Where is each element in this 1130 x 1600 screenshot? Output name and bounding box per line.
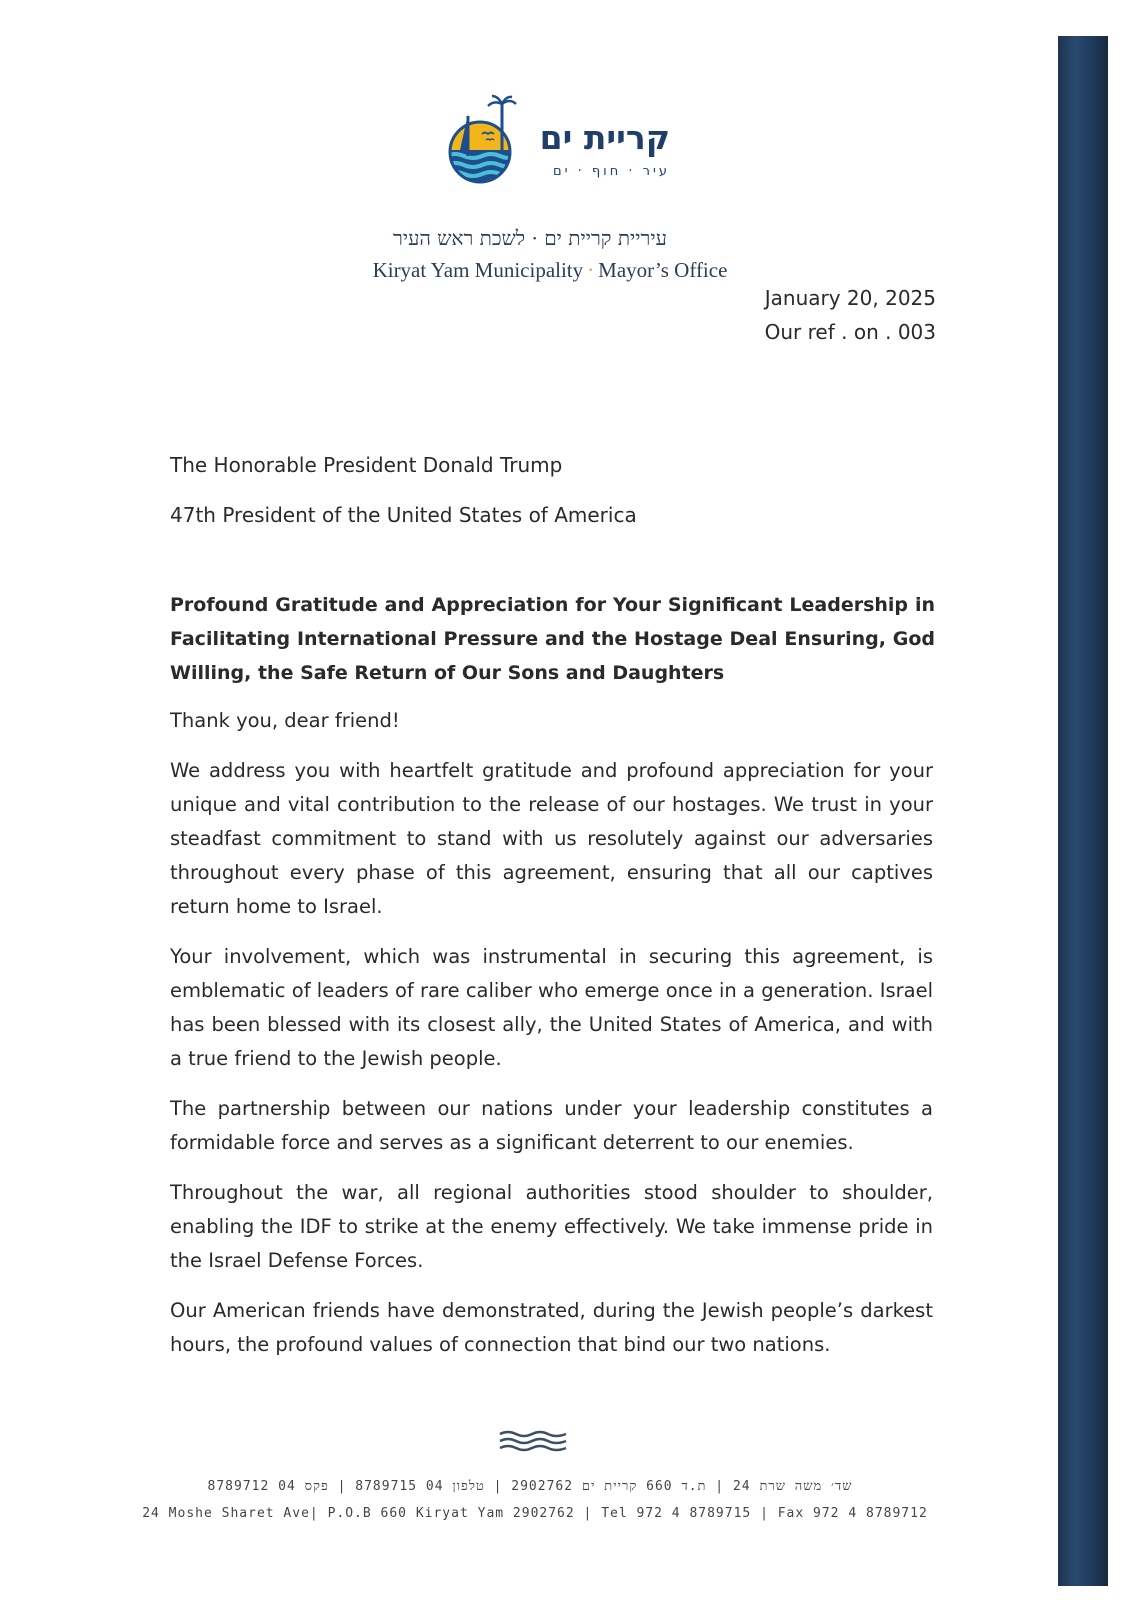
logo-emblem-icon [446,94,518,194]
body-paragraph: Throughout the war, all regional authorities stood shoulder to shoulder, enabling the IDF to strike at the enemy effectively. We take immense pride in the Israel Defense Forces. [170,1181,933,1272]
recipient-name: The Honorable President Donald Trump [170,453,563,477]
logo-name-hebrew: קריית ים [539,118,670,157]
office-title-english [300,258,800,283]
recipient-block [170,440,930,540]
footer-address-hebrew: שד׳ משה שרת 24 | ת.ד 660 קריית ים 2902762 | טלפון 04 8789715 | פקס 04 8789712 [207,1479,853,1494]
body-paragraph: Your involvement, which was instrumental in securing this agreement, is emblematic of leaders of rare caliber who emerge once in a generation. Israel has been blessed with its closest ally, the United States of America, and with a true friend to the Jewish people. [170,945,933,1070]
subject-line: Profound Gratitude and Appreciation for Your Significant Leadership in Facilitating International Pressure and the Hostage Deal Ensuring, God Willing, the Safe Return of Our Sons and Daughters [170,594,935,684]
date-reference-block [765,281,936,349]
logo-tagline-hebrew: עיר · חוף · ים [552,164,670,179]
body-paragraph: Our American friends have demonstrated, during the Jewish people’s darkest hours, the profound values of connection that bind our two nations. [170,1299,933,1356]
letter-date: January 20, 2025 [764,286,936,310]
letter-body [170,704,933,1378]
office-title-hebrew: עיריית קריית ים · לשכת ראש העיר [393,226,667,250]
municipality-name: Kiryat Yam Municipality [372,258,584,282]
body-paragraph: The partnership between our nations under your leadership constitutes a formidable force and serves as a significant deterrent to our enemies. [170,1097,933,1154]
recipient-title: 47th President of the United States of America [170,503,637,527]
greeting: Thank you, dear friend! [170,709,400,732]
footer-address-english: 24 Moshe Sharet Ave| P.O.B 660 Kiryat Yam 2902762 | Tel 972 4 8789715 | Fax 972 4 8789712 [142,1506,928,1521]
wave-divider-icon [498,1428,568,1454]
municipality-logo [446,94,686,194]
separator-dot: · [587,258,595,282]
decorative-side-bar [1058,36,1108,1586]
reference-number: Our ref . on . 003 [764,320,936,344]
body-paragraph: We address you with heartfelt gratitude and profound appreciation for your unique and vital contribution to the release of our hostages. We trust in your steadfast commitment to stand with us resolutely against our adversaries throughout every phase of this agreement, ensuring that all our captives return home to Israel. [170,759,933,918]
office-name: Mayor’s Office [598,258,728,282]
